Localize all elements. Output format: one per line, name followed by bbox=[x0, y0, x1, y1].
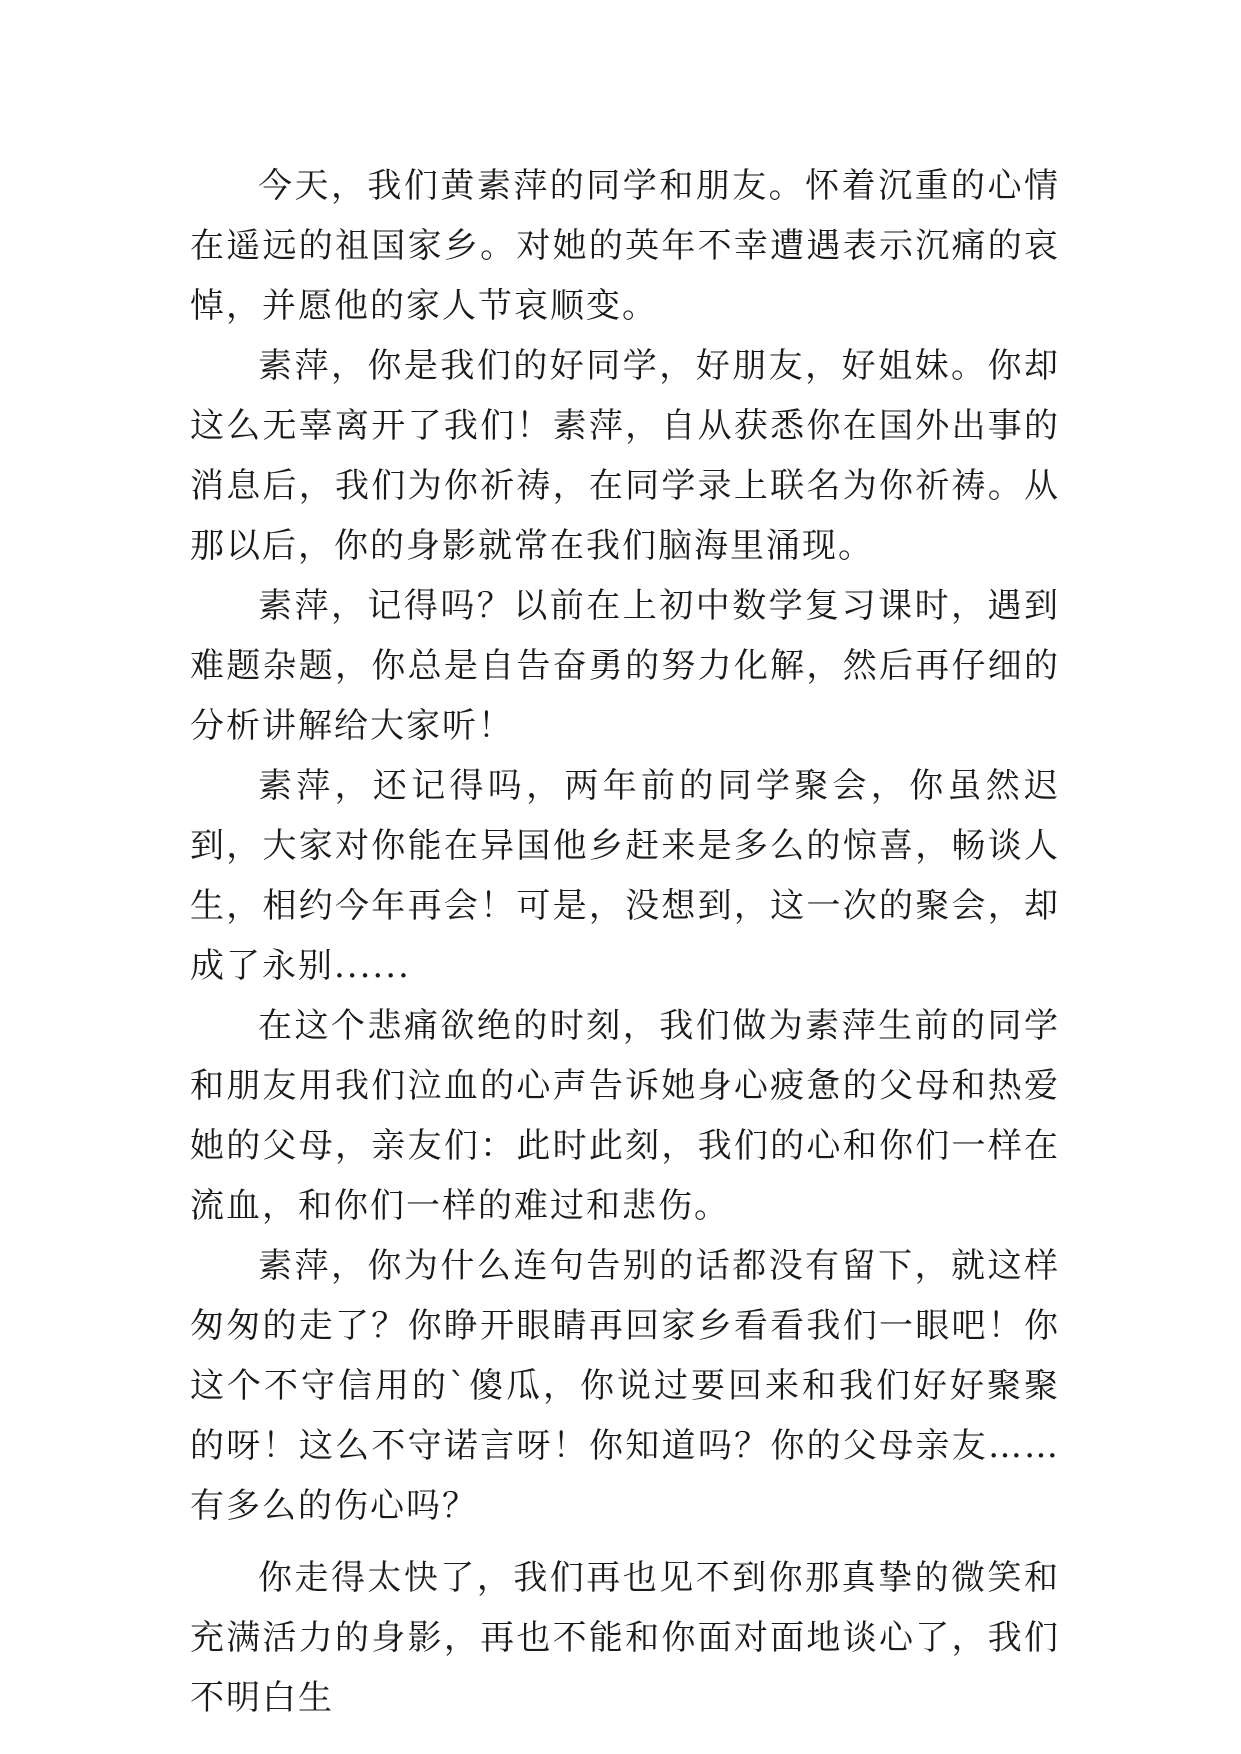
paragraph-2: 素萍，你是我们的好同学，好朋友，好姐妹。你却这么无辜离开了我们！素萍，自从获悉你在国外出事的消息后，我们为你祈祷，在同学录上联名为你祈祷。从那以后，你的身影就常在我们脑海里涌现。 bbox=[190, 346, 1060, 566]
paragraph-7: 你走得太快了，我们再也见不到你那真挚的微笑和充满活力的身影，再也不能和你面对面地谈心了，我们不明白生 bbox=[190, 1558, 1060, 1718]
paragraph-4: 素萍，还记得吗，两年前的同学聚会，你虽然迟到，大家对你能在异国他乡赶来是多么的惊喜，畅谈人生，相约今年再会！可是，没想到，这一次的聚会，却成了永别...... bbox=[190, 766, 1060, 986]
paragraph-3: 素萍，记得吗？以前在上初中数学复习课时，遇到难题杂题，你总是自告奋勇的努力化解，然后再仔细的分析讲解给大家听！ bbox=[190, 586, 1060, 746]
paragraph-1: 今天，我们黄素萍的同学和朋友。怀着沉重的心情在遥远的祖国家乡。对她的英年不幸遭遇表示沉痛的哀悼，并愿他的家人节哀顺变。 bbox=[190, 166, 1060, 326]
paragraph-5: 在这个悲痛欲绝的时刻，我们做为素萍生前的同学和朋友用我们泣血的心声告诉她身心疲惫的父母和热爱她的父母，亲友们：此时此刻，我们的心和你们一样在流血，和你们一样的难过和悲伤。 bbox=[190, 1006, 1060, 1226]
document-body bbox=[190, 156, 1060, 1728]
paragraph-6: 素萍，你为什么连句告别的话都没有留下，就这样匆匆的走了？你睁开眼睛再回家乡看看我们一眼吧！你这个不守信用的`傻瓜，你说过要回来和我们好好聚聚的呀！这么不守诺言呀！你知道吗？你的父母亲友……有多么的伤心吗？ bbox=[190, 1246, 1060, 1526]
